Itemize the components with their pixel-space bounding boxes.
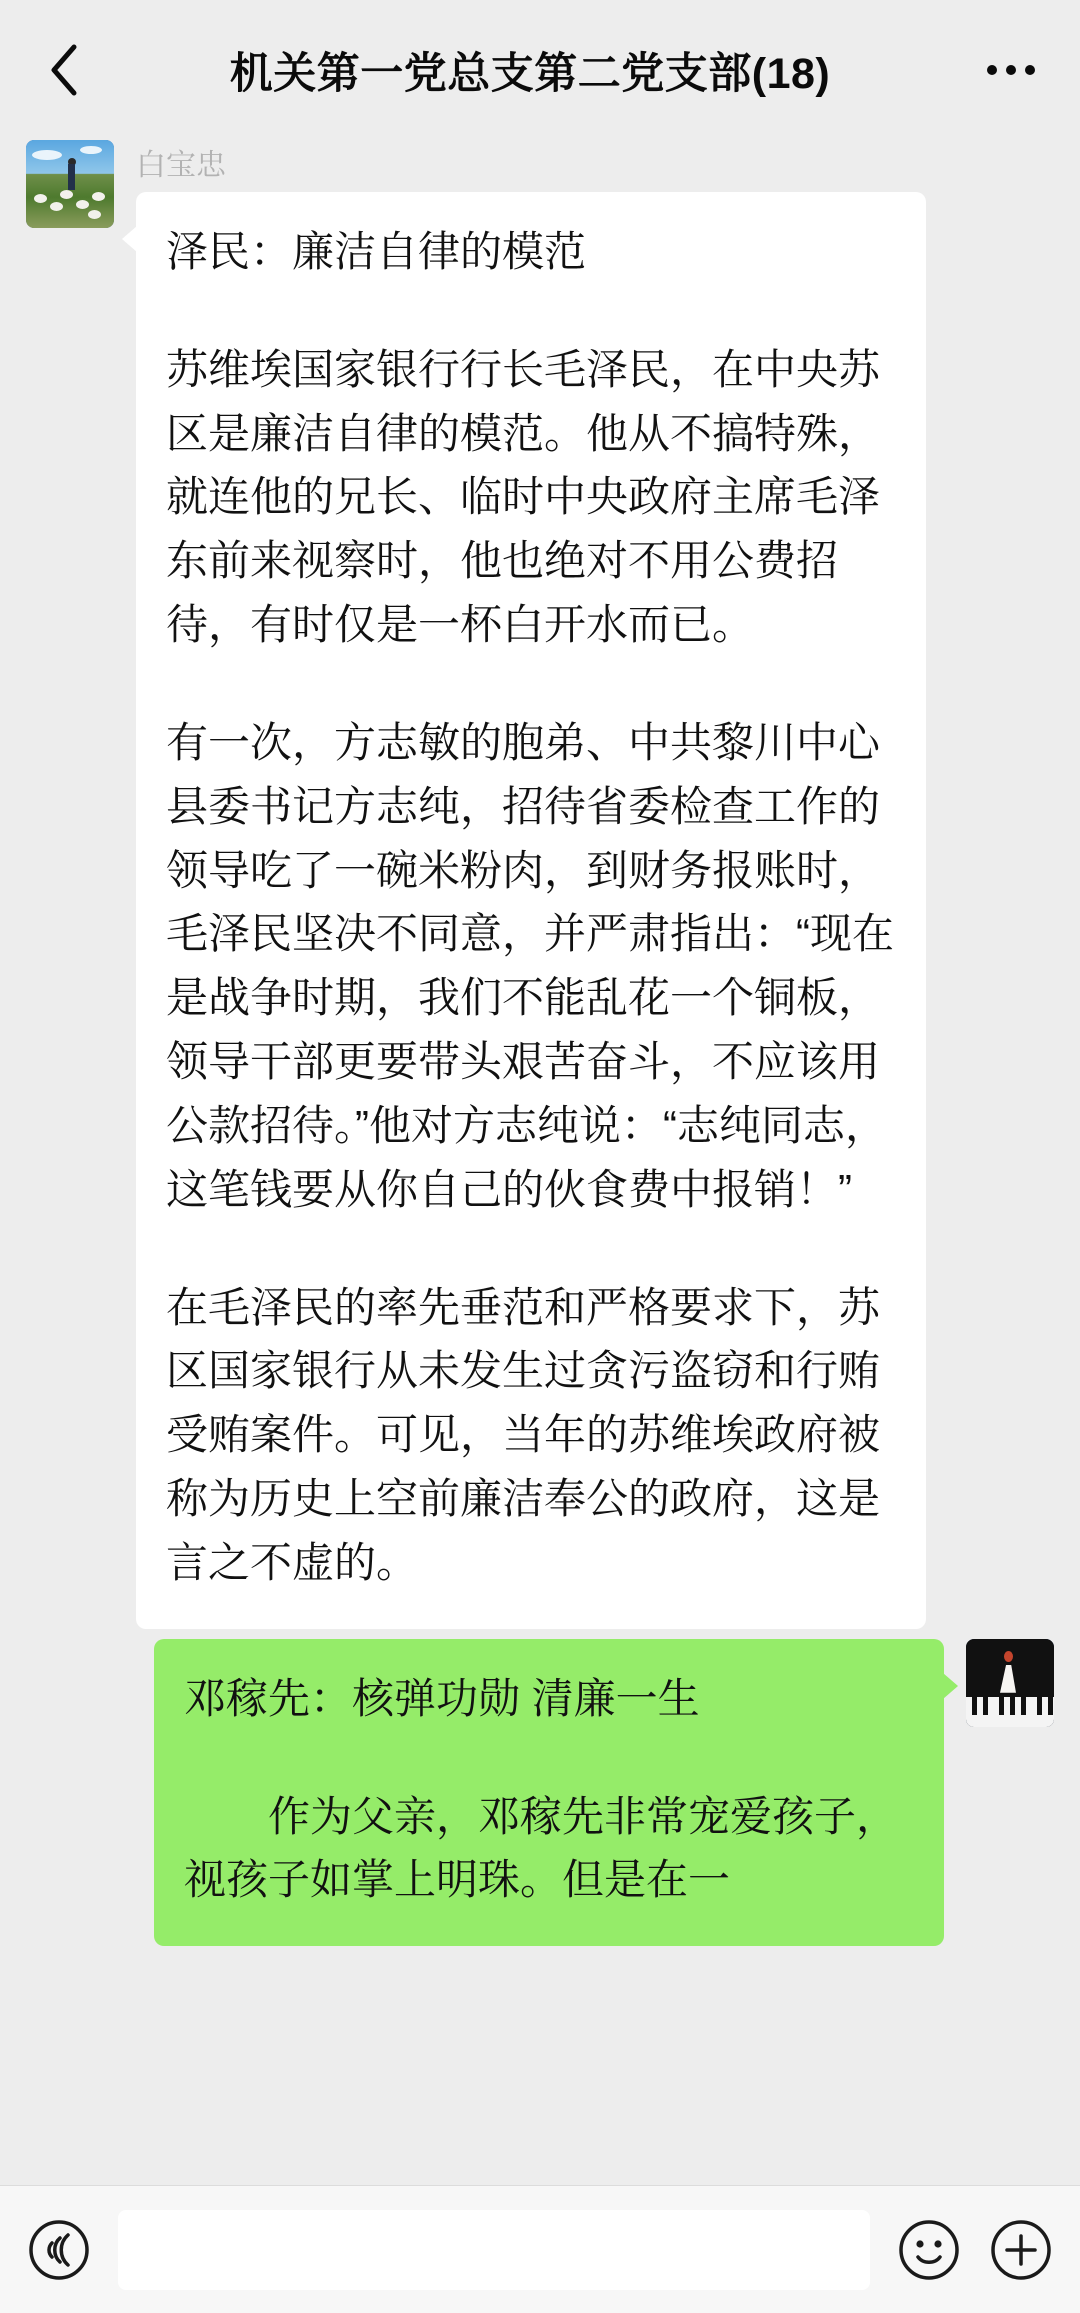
message-input[interactable] <box>118 2210 870 2290</box>
list-item <box>0 140 1080 1629</box>
message-paragraph: 苏维埃国家银行行长毛泽民，在中央苏区是廉洁自律的模范。他从不搞特殊，就连他的兄长、临时中央政府主席毛泽东前来视察时，他也绝对不用公费招待，有时仅是一杯白开水而已。 <box>166 345 881 649</box>
voice-input-icon[interactable] <box>26 2217 92 2283</box>
chevron-left-icon[interactable] <box>34 40 94 100</box>
avatar-piano-photo[interactable] <box>966 1639 1054 1727</box>
more-options-icon[interactable] <box>976 40 1046 100</box>
list-item <box>0 1639 1080 1946</box>
plus-circle-icon[interactable] <box>988 2217 1054 2283</box>
page-title: 机关第一党总支第二党支部(18) <box>229 49 831 98</box>
message-paragraph: 有一次，方志敏的胞弟、中共黎川中心县委书记方志纯，招待省委检查工作的领导吃了一碗米粉肉，到财务报账时，毛泽民坚决不同意，并严肃指出：“现在是战争时期，我们不能乱花一个铜板，领导干部更要带头艰苦奋斗，不应该用公款招待。”他对方志纯说：“志纯同志，这笔钱要从你自己的伙食费中报销！” <box>166 718 894 1213</box>
avatar-grassland-photo[interactable] <box>26 140 114 228</box>
message-bubble-incoming[interactable] <box>136 192 926 1629</box>
header-bar <box>0 0 1080 140</box>
message-paragraph: 泽民：廉洁自律的模范 <box>166 228 587 275</box>
sender-name: 白宝忠 <box>136 149 226 182</box>
message-input-bar <box>0 2185 1080 2313</box>
message-paragraph: 在毛泽民的率先垂范和严格要求下，苏区国家银行从未发生过贪污盗窃和行贿受贿案件。可见，当年的苏维埃政府被称为历史上空前廉洁奉公的政府，这是言之不虚的。 <box>166 1283 881 1586</box>
message-list[interactable] <box>0 140 1080 2185</box>
message-content <box>114 140 926 1629</box>
message-paragraph: 邓稼先：核弹功勋 清廉一生 <box>184 1674 700 1722</box>
message-paragraph: 作为父亲，邓稼先非常宠爱孩子，视孩子如掌上明珠。但是在一 <box>184 1792 899 1904</box>
message-content <box>154 1639 966 1946</box>
message-bubble-outgoing[interactable] <box>154 1639 944 1946</box>
emoji-icon[interactable] <box>896 2217 962 2283</box>
